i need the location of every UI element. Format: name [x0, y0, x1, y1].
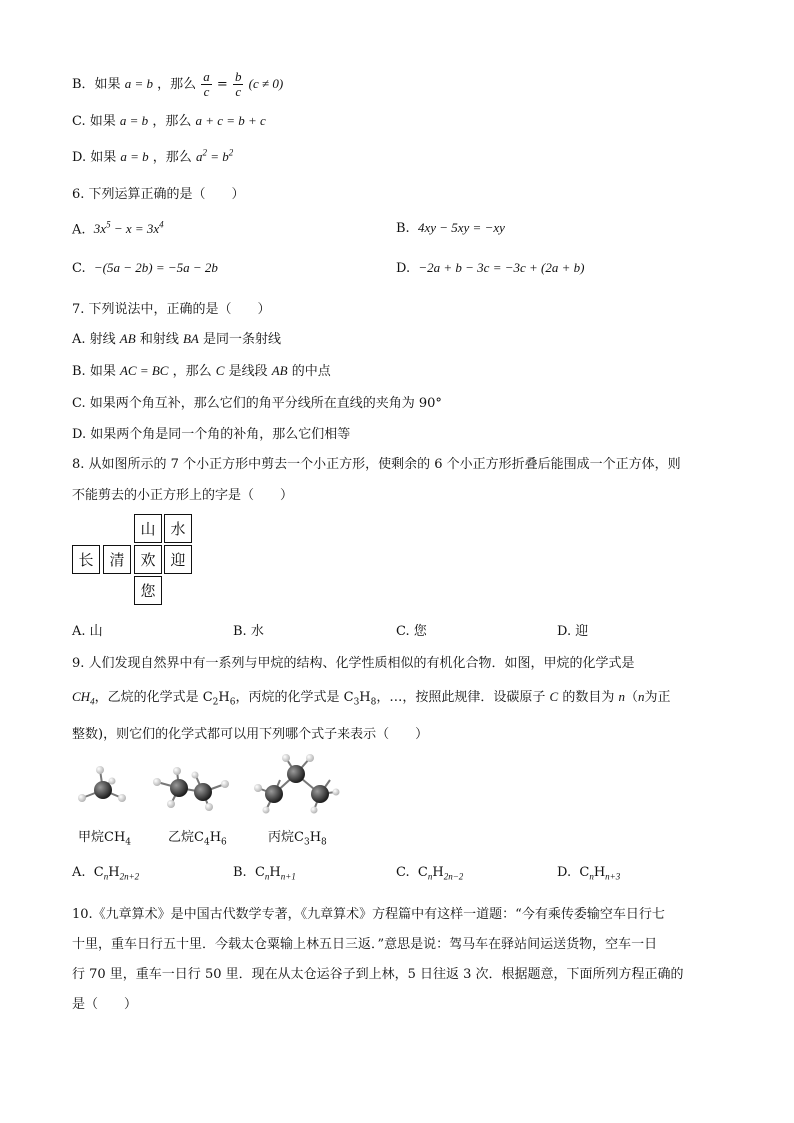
q6-b-expr: 4xy − 5xy = −xy [417, 220, 505, 235]
methane-caption-sub: 4 [125, 837, 132, 848]
q9-d-c: C [579, 865, 590, 880]
q5-b-cond: a = b [124, 76, 153, 91]
q5-d-res-mid: = b [206, 149, 229, 164]
q10-line3: 行 70 里，重车一日行 50 里．现在从太仓运谷子到上林，5 日往返 3 次．根据题意，下面所列方程正确的 [72, 967, 684, 982]
q9-d-s2: n+3 [605, 871, 621, 882]
q9-option-b [233, 865, 296, 882]
q7-a-m1: AB [119, 331, 136, 346]
q9-a-s2: 2n+2 [119, 871, 140, 882]
ethane-caption [168, 826, 227, 848]
q6-a-exp2: 4 [159, 220, 164, 230]
q9-option-c [396, 865, 463, 882]
q6-a-expr1: 3x [93, 221, 107, 237]
q5-b-eq: = [216, 77, 228, 92]
q8-option-b: B. 水 [233, 624, 264, 639]
q5-b-mid: ，那么 [157, 77, 197, 92]
cube-net-figure [72, 514, 197, 606]
q9-l2-b-h: H [218, 690, 230, 705]
ethane-caption-sub2: 6 [221, 837, 227, 848]
q5-d-exp-b: 2 [228, 147, 234, 158]
q9-d-h: H [593, 865, 606, 880]
q5-d-prefix: D. 如果 [72, 150, 117, 165]
q9-l2-m1: C [549, 689, 559, 704]
q9-option-d [557, 865, 620, 882]
q7-option-c: C. 如果两个角互补，那么它们的角平分线所在直线的夹角为 90° [72, 396, 442, 411]
q9-c-s1: n [427, 871, 433, 882]
q5-b-frac2-num: b [234, 69, 242, 84]
q9-l2-m2: n [618, 689, 625, 704]
q10-line1: 10.《九章算术》是中国古代数学专著，《九章算术》方程篇中有这样一道题：“今有乘传委输空车日行七 [72, 907, 665, 922]
q5-c-res: a + c = b + c [195, 113, 266, 128]
q9-a-label: A. [72, 865, 86, 880]
q6-b-label: B. [396, 221, 410, 236]
q7-b-tail: 的中点 [291, 364, 331, 379]
q5-c-cond: a = b [119, 113, 149, 128]
q6-stem: 6. 下列运算正确的是（ ） [72, 187, 245, 202]
q9-b-s1: n [264, 871, 270, 882]
q5-b-frac1 [201, 70, 212, 99]
q6-option-d [396, 260, 584, 276]
net-cell-huan: 欢 [134, 545, 162, 574]
q7-b-m2: C [215, 363, 225, 378]
q5-d-res [196, 149, 233, 164]
q9-d-s1: n [589, 871, 594, 882]
q9-a-c: C [93, 865, 104, 880]
q9-d-label: D. [557, 865, 572, 880]
q9-a-h: H [108, 865, 120, 880]
q9-option-a [72, 865, 139, 882]
q6-a-expr2: − x = 3x [110, 221, 160, 237]
q6-c-expr: −(5a − 2b) = −5a − 2b [93, 260, 218, 275]
q5-d-cond: a = b [120, 149, 149, 164]
q5-b-frac1-num: a [203, 69, 210, 84]
q7-a-m2: BA [182, 331, 199, 346]
q9-stem-line3: 整数)，则它们的化学式都可以用下列哪个式子来表示（ ） [72, 727, 429, 742]
ethane-caption-h: H [209, 830, 222, 845]
q9-l2-c-sub1: 3 [353, 697, 360, 708]
q7-b-mid2: 是线段 [228, 364, 268, 379]
q9-l2-b: ，乙烷的化学式是 C [94, 690, 213, 705]
methane-caption-text: 甲烷CH [78, 830, 126, 845]
q6-a-exp1: 5 [106, 220, 111, 230]
q9-l2-m3: n [638, 689, 645, 704]
q5-b-frac2-den: c [235, 84, 242, 99]
ethane-caption-sub1: 4 [203, 837, 210, 848]
q6-option-b [396, 220, 505, 236]
q8-stem-line2: 不能剪去的小正方形上的字是（ ） [72, 488, 294, 503]
methane-caption [78, 826, 131, 848]
q7-b-mid: ，那么 [172, 364, 212, 379]
net-cell-ying: 迎 [164, 545, 192, 574]
net-cell-chang: 长 [72, 545, 100, 574]
q6-c-label: C. [72, 261, 86, 276]
q9-l2-g: 为正 [644, 690, 671, 705]
q6-a-label: A. [72, 222, 86, 238]
q9-c-s2: 2n−2 [443, 871, 464, 882]
q7-a-tail: 是同一条射线 [203, 332, 282, 347]
q5-option-c [72, 110, 266, 129]
q7-a-mid: 和射线 [139, 332, 179, 347]
q8-option-c: C. 您 [396, 624, 427, 639]
propane-caption-h: H [309, 830, 322, 845]
q6-option-a [72, 220, 164, 237]
ethane-caption-text: 乙烷C [168, 830, 204, 845]
q10-line2: 十里，重车日行五十里．今载太仓粟输上林五日三返．”意思是说：驾马车在驿站间运送货物，空车一日 [72, 937, 658, 952]
q7-option-b [72, 360, 331, 379]
q9-b-c: C [254, 865, 265, 880]
q5-d-exp-a: 2 [202, 147, 207, 158]
q8-option-d: D. 迎 [557, 624, 589, 639]
propane-molecule-image [252, 752, 342, 814]
q8-stem-line1: 8. 从如图所示的 7 个小正方形中剪去一个小正方形，使剩余的 6 个小正方形折叠后能围成一个正方体，则 [72, 457, 681, 472]
q6-d-label: D. [396, 261, 411, 276]
q9-stem-line1: 9. 人们发现自然界中有一系列与甲烷的结构、化学性质相似的有机化合物．如图，甲烷的化学式是 [72, 656, 635, 671]
q5-option-d [72, 146, 233, 165]
q9-ch-sub: 4 [90, 696, 95, 707]
q9-l2-f: （ [625, 690, 639, 705]
q7-a-text: A. 射线 [72, 332, 116, 347]
q5-b-tail: (c ≠ 0) [248, 76, 284, 91]
q6-d-expr: −2a + b − 3c = −3c + (2a + b) [418, 260, 585, 275]
q5-c-prefix: C. 如果 [72, 114, 116, 129]
q5-b-frac1-den: c [203, 84, 210, 99]
q7-b-m1: AC = BC [119, 363, 169, 378]
q5-b-frac2 [233, 70, 244, 99]
q5-option-b [72, 70, 283, 99]
q9-c-h: H [432, 865, 444, 880]
methane-molecule-image [70, 760, 140, 810]
q9-a-s1: n [103, 871, 109, 882]
q5-c-mid: ，那么 [152, 114, 192, 129]
q9-l2-c-h: H [359, 690, 371, 705]
propane-caption-text: 丙烷C [268, 830, 304, 845]
net-cell-shui: 水 [164, 514, 192, 543]
q9-l2-b-sub1: 2 [212, 697, 219, 708]
q7-stem: 7. 下列说法中，正确的是（ ） [72, 302, 271, 317]
propane-caption-sub1: 3 [303, 837, 310, 848]
net-cell-qing: 清 [103, 545, 131, 574]
q7-b-text: B. 如果 [72, 364, 116, 379]
q7-option-a [72, 328, 281, 347]
q9-ch: CH [72, 689, 91, 704]
q9-l2-d: ，…，按照此规律．设碳原子 [376, 690, 546, 705]
q9-b-label: B. [233, 865, 247, 880]
q5-d-mid: ，那么 [152, 150, 192, 165]
q9-l2-c-sub2: 8 [370, 697, 377, 708]
q9-l2-e: 的数目为 [562, 690, 615, 705]
q5-d-res-a: a [195, 149, 203, 164]
q9-stem-line2 [72, 686, 671, 708]
q6-a-expr [94, 221, 164, 236]
q7-option-d: D. 如果两个角是同一个角的补角，那么它们相等 [72, 427, 351, 442]
q9-c-label: C. [396, 865, 410, 880]
q9-c-c: C [417, 865, 428, 880]
net-cell-nin: 您 [134, 576, 162, 605]
ethane-molecule-image [145, 766, 240, 811]
q9-l2-c: ，丙烷的化学式是 C [235, 690, 354, 705]
q9-b-h: H [269, 865, 281, 880]
q5-b-prefix: B．如果 [72, 77, 121, 92]
q7-b-m3: AB [271, 363, 288, 378]
q9-b-s2: n+1 [280, 871, 296, 882]
q6-option-c [72, 260, 218, 276]
q10-line4: 是（ ） [72, 997, 138, 1012]
propane-caption-sub2: 8 [321, 837, 327, 848]
net-cell-shan: 山 [134, 514, 162, 543]
propane-caption [268, 826, 327, 848]
q8-option-a: A. 山 [72, 624, 103, 639]
q9-l2-b-sub2: 6 [229, 697, 236, 708]
